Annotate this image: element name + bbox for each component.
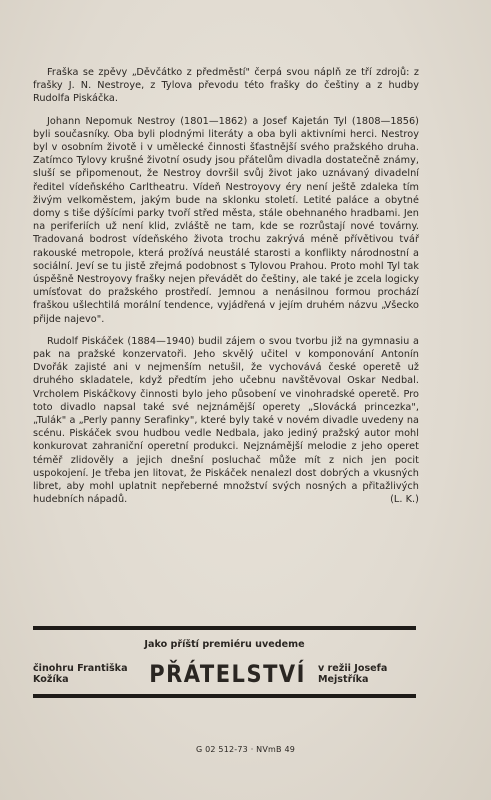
play-title: PŘÁTELSTVÍ: [149, 660, 306, 688]
paragraph-nestroy-tyl: Johann Nepomuk Nestroy (1801—1862) a Josef Kajetán Tyl (1808—1856) byli současníky. Oba byli plodnými literáty a oba byli aktivními herci. Nestroy byl v osobním životě i v umělecké činnosti šťastnější svého pražského druha. Zatímco Tylovy krušné životní osudy jsou přátelům divadla dostatečně známy, sluší se připomenout, že Nestroy dovršil svůj život jako uznávaný divadelní ředitel vídeňského Carltheatru. Vídeň Nestroyovy éry není ještě zdaleka tím živým velkoměstem, jakým bude na sklonku století. Letité paláce a obytné domy s tiše dýšícími parky tvoří střed města, stále obehnaného hradbami. Jen na periferiích už není klid, zvláště ne tam, kde se rozrůstají nové továrny. Tradovaná bodrost vídeňského života trochu zakrývá méně přívětivou tvář rakouské metropole, která prožívá neustálé starosti a konflikty národnostní a sociální. Jeví se tu jistě zřejmá podobnost s Tylovou Prahou. Proto mohl Tyl tak úspěšně Nestroyovy frašky nejen převádět do češtiny, ale také je zcela logicky umísťovat do pražského prostředí. Jemnou a nenásilnou formou prochází fraškou ušlechtilá morální tendence, vyjádřená v jejím druhém názvu „Všecko přijde najevo".: [33, 115, 419, 325]
paragraph-piskacek-text: Rudolf Piskáček (1884—1940) budil zájem o svou tvorbu již na gymnasiu a pak na pražské konzervatoři. Jeho skvělý učitel v komponování Antonín Dvořák zajisté ani v nejmenším netušil, že vychovává české operetě už druhého skladatele, když předtím jeho učebnu navštěvoval Oskar Nedbal. Vrcholem Piskáčkovy činnosti bylo jeho působení ve vinohradské operetě. Pro toto divadlo napsal také své nejznámější operety „Slovácká princezka", „Tulák" a „Perly panny Serafinky", které byly také v novém divadle uvedeny na scénu. Piskáček svou hudbou vedle Nedbala, jako jediný pražský autor mohl konkurovat zahraniční operetní produkci. Nejznámější melodie z jeho operet téměř zlidověly a jejich dnešní posluchač může mít z nich jen pocit uspokojení. Je třeba jen litovat, že Piskáček nenalezl dost dobrých a vkusných libret, aby mohl uplatnit nepřeberné množství svých nosných a přitažlivých hudebních nápadů.: [33, 335, 419, 506]
announcement-suffix: v režii Josefa Mejstříka: [317, 663, 388, 685]
announcement-heading: Jako příští premiéru uvedeme: [144, 639, 305, 650]
author-signature: (L. K.): [390, 494, 419, 506]
paragraph-piskacek: [33, 335, 419, 507]
announcement-row: [33, 660, 416, 688]
top-divider-rule: [33, 626, 416, 630]
announcement-prefix: činohru Františka Kožíka: [33, 663, 128, 685]
print-code: G 02 512-73 · NVmB 49: [195, 745, 296, 754]
paragraph-intro: Fraška se zpěvy „Děvčátko z předměstí" čerpá svou náplň ze tří zdrojů: z frašky J. N. Nestroye, z Tylova převodu této frašky do češtiny a z hudby Rudolfa Piskáčka.: [33, 67, 419, 105]
article-text: [33, 66, 419, 507]
bottom-divider-rule: [33, 694, 416, 698]
